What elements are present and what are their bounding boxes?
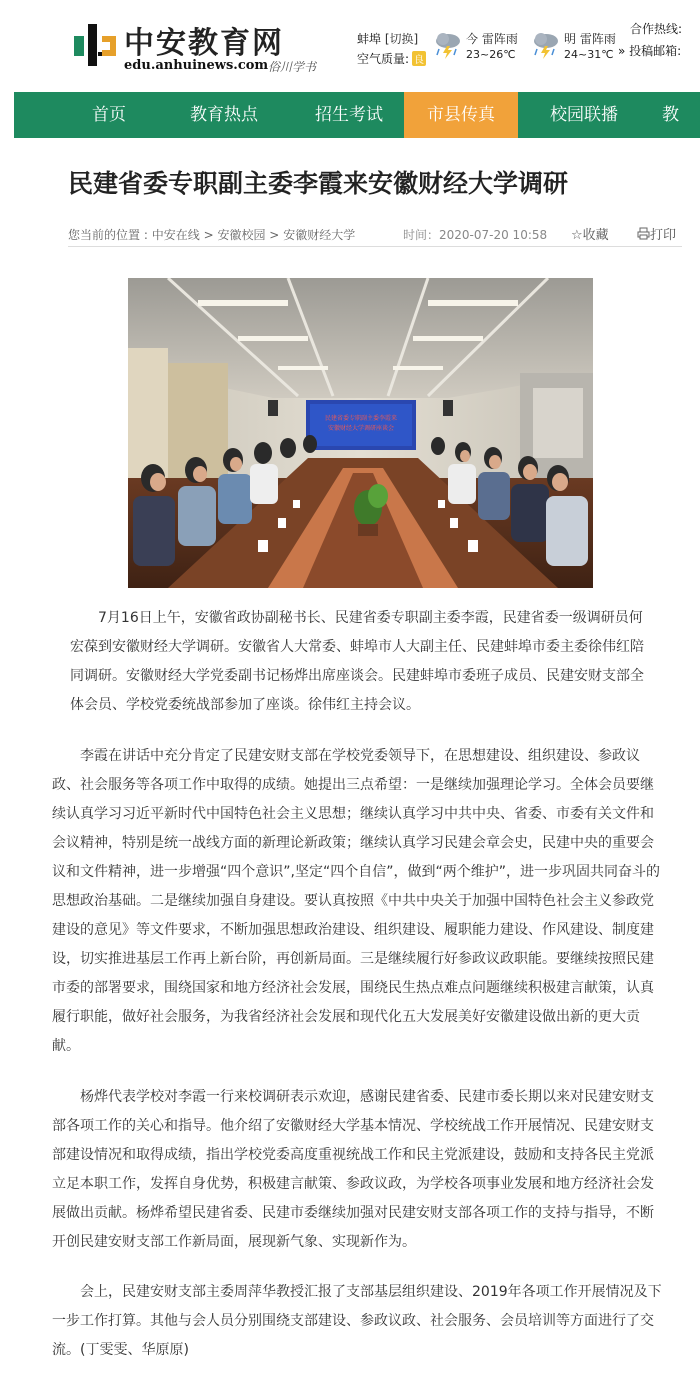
nav-item-more[interactable]: 教 <box>662 105 679 125</box>
site-header <box>0 0 700 92</box>
logo-mark-icon <box>72 22 120 68</box>
weather-temp: 23~26℃ <box>466 48 516 61</box>
nav-item-home[interactable]: 首页 <box>92 105 126 125</box>
logo-signature: 俗川学书 <box>268 60 317 74</box>
weather-condition: 雷阵雨 <box>579 32 616 46</box>
weather-day: 今 <box>466 32 479 46</box>
weather-condition: 雷阵雨 <box>481 32 518 46</box>
hotline: 合作热线: <box>630 22 683 36</box>
breadcrumb-link-zhongan[interactable]: 中安在线 <box>151 228 200 242</box>
breadcrumb-separator: > <box>269 228 280 242</box>
article-title: 民建省委专职副主委李霞来安徽财经大学调研 <box>68 169 569 198</box>
city-switch-link[interactable]: [切换] <box>384 32 419 46</box>
site-logo[interactable] <box>72 18 317 76</box>
nav-item-edu-hot[interactable]: 教育热点 <box>190 105 258 125</box>
article-photo <box>128 278 593 588</box>
city-selector <box>357 30 418 47</box>
favorite-label: 收藏 <box>582 228 609 243</box>
meeting-room-photo <box>128 278 593 588</box>
thunderstorm-icon <box>432 30 464 60</box>
print-button[interactable] <box>637 224 676 243</box>
air-quality-label: 空气质量: <box>357 52 410 66</box>
submission-email[interactable] <box>618 42 681 59</box>
submission-email-label: 投稿邮箱: <box>629 44 682 58</box>
city-name: 蚌埠 <box>357 32 382 46</box>
article-meta <box>68 226 682 246</box>
breadcrumb-label: 您当前的位置 <box>68 228 141 242</box>
breadcrumb-link-university[interactable]: 安徽财经大学 <box>283 228 356 242</box>
weather-day: 明 <box>564 32 577 46</box>
meta-divider <box>68 246 682 247</box>
main-nav <box>14 92 700 138</box>
breadcrumb <box>68 226 355 243</box>
article-paragraph: 会上，民建安财支部主委周萍华教授汇报了支部基层组织建设、2019年各项工作开展情况及下一步工作打算。其他与会人员分别围绕支部建设、参政议政、社会服务、会员培训等方面进行了交流。(丁雯雯、华原原) <box>52 1284 662 1358</box>
thunderstorm-icon <box>530 30 562 60</box>
article-paragraph: 杨烨代表学校对李霞一行来校调研表示欢迎，感谢民建省委、民建市委长期以来对民建安财支部各项工作的关心和指导。他介绍了安徽财经大学基本情况、学校统战工作开展情况、民建安财支部建设情况和取得成绩，指出学校党委高度重视统战工作和民主党派建设，鼓励和支持各民主党派立足本职工作，发挥自身优势，积极建言献策、参政议政，为学校各项事业发展和地方经济社会发展做出贡献。杨烨希望民建省委、民建市委继续加强对民建安财支部各项工作的支持与指导，不断开创民建安财支部工作新局面，展现新气象、实现新作为。 <box>52 1089 654 1250</box>
air-quality <box>357 50 426 67</box>
breadcrumb-separator: > <box>203 228 214 242</box>
star-icon: ☆ <box>571 228 583 243</box>
nav-item-county-news[interactable]: 市县传真 <box>404 92 518 138</box>
favorite-button[interactable] <box>571 224 609 243</box>
publish-time: 时间：2020-07-20 10:58 <box>403 228 548 242</box>
screen-text: 民建省委专职副主委李霞来 <box>324 415 398 422</box>
double-arrow-icon: » <box>618 44 626 58</box>
nav-item-enrollment[interactable]: 招生考试 <box>315 105 383 125</box>
nav-item-campus[interactable]: 校园联播 <box>550 105 618 125</box>
breadcrumb-separator: : <box>143 228 148 242</box>
printer-icon <box>637 227 650 240</box>
air-quality-badge: 良 <box>412 51 426 66</box>
article-paragraph: 李霞在讲话中充分肯定了民建安财支部在学校党委领导下，在思想建设、组织建设、参政议政、社会服务等各项工作中取得的成绩。她提出三点希望：一是继续加强理论学习。全体会员要继续认真学习习近平新时代中国特色社会主义思想；继续认真学习中共中央、省委、市委有关文件和会议精神，特别是统一战线方面的新理论新政策；继续认真学习民建会章会史，民建中央的重要会议和文件精神，进一步增强“四个意识”,坚定“四个自信”，做到“两个维护”，进一步巩固共同奋斗的思想政治基础。二是继续加强自身建设。要认真按照《中共中央关于加强中国特色社会主义参政党建设的意见》等文件要求，不断加强思想政治建设、组织建设、履职能力建设、作风建设、制度建设，切实推进基层工作再上新台阶，再创新局面。三是继续履行好参政议政职能。要继续按照民建市委的部署要求，围绕国家和地方经济社会发展，围绕民生热点难点问题继续积极建言献策，认真履行职能，做好社会服务，为我省经济社会发展和现代化五大发展美好安徽建设做出新的更大贡献。 <box>52 748 660 1054</box>
breadcrumb-link-campus[interactable]: 安徽校园 <box>217 228 266 242</box>
screen-text: 安徽财经大学调研座谈会 <box>327 425 395 432</box>
logo-name: 中安教育网 <box>124 26 284 61</box>
weather-temp: 24~31℃ <box>564 48 614 61</box>
logo-url: edu.anhuinews.com <box>124 58 269 73</box>
print-label: 打印 <box>650 228 677 243</box>
article-paragraph: 7月16日上午，安徽省政协副秘书长、民建省委专职副主委李霞，民建省委一级调研员何宏葆到安徽财经大学调研。安徽省人大常委、蚌埠市人大副主任、民建蚌埠市委主委徐伟红陪同调研。安徽财经大学党委副书记杨烨出席座谈会。民建蚌埠市委班子成员、民建安财支部全体会员、学校党委统战部参加了座谈。徐伟红主持会议。 <box>70 610 644 713</box>
